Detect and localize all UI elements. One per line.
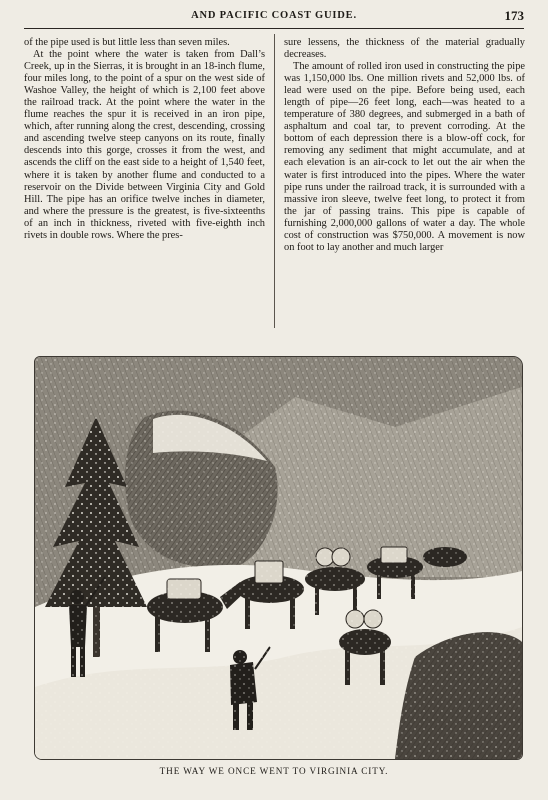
right-paragraph-1: sure lessens, the thickness of the material gradually decreases. bbox=[284, 37, 525, 61]
left-paragraph-2: At the point where the water is taken from Dall’s Creek, up in the Sierras, it is brought in an 18-inch flume, four miles long, to the point of a spur on the west side of Washoe Valley, the height of which is 2,100 feet above the railroad track. At the point where the water in the flume reaches the spur it is received in an iron pipe, which, after running along the crest, descending, crossing and ascending twelve steep canyons on its route, finally descends into this gorge, crosses it from the west, and ascends the cliff on the east side to a height of 1,540 feet, where it is taken by another flume and conducted to a reservoir on the Divide between Virginia City and Gold Hill. The pipe has an orifice twelve inches in diameter, and where the pressure is the greatest, is five-sixteenths of an inch in thickness, riveted with five-eighth inch rivets in double rows. Where the pres- bbox=[24, 49, 265, 241]
left-column bbox=[24, 37, 265, 329]
left-paragraph-1: of the pipe used is but little less than seven miles. bbox=[24, 37, 230, 48]
page-number: 173 bbox=[504, 8, 524, 23]
column-divider bbox=[274, 34, 275, 328]
running-header bbox=[24, 8, 524, 29]
engraving-illustration bbox=[34, 356, 523, 760]
running-title: AND PACIFIC COAST GUIDE. bbox=[191, 10, 357, 21]
right-column bbox=[284, 37, 525, 329]
mule-train-engraving bbox=[35, 357, 522, 759]
illustration-caption: THE WAY WE ONCE WENT TO VIRGINIA CITY. bbox=[159, 766, 389, 776]
right-paragraph-2: The amount of rolled iron used in constructing the pipe was 1,150,000 lbs. One million rivets and 52,000 lbs. of lead were used on the pipe. Before being used, each length of pipe—26 feet long, each—was heated to a temperature of 380 degrees, and submerged in a bath of asphaltum and coal tar, to prevent corroding. At the bottom of each depression there is a blow-off cock, for removing any sediment that might accumulate, and at each elevation is an air-cock to let out the air when the water is first introduced into the pipes. Where the water pipe runs under the railroad track, it is surrounded with a massive iron sleeve, twelve feet long, to protect it from the jar of passing trains. This pipe is capable of furnishing 2,000,000 gallons of water a day. The whole cost of construction was $750,000. A movement is now on foot to lay another and much larger bbox=[284, 61, 525, 253]
